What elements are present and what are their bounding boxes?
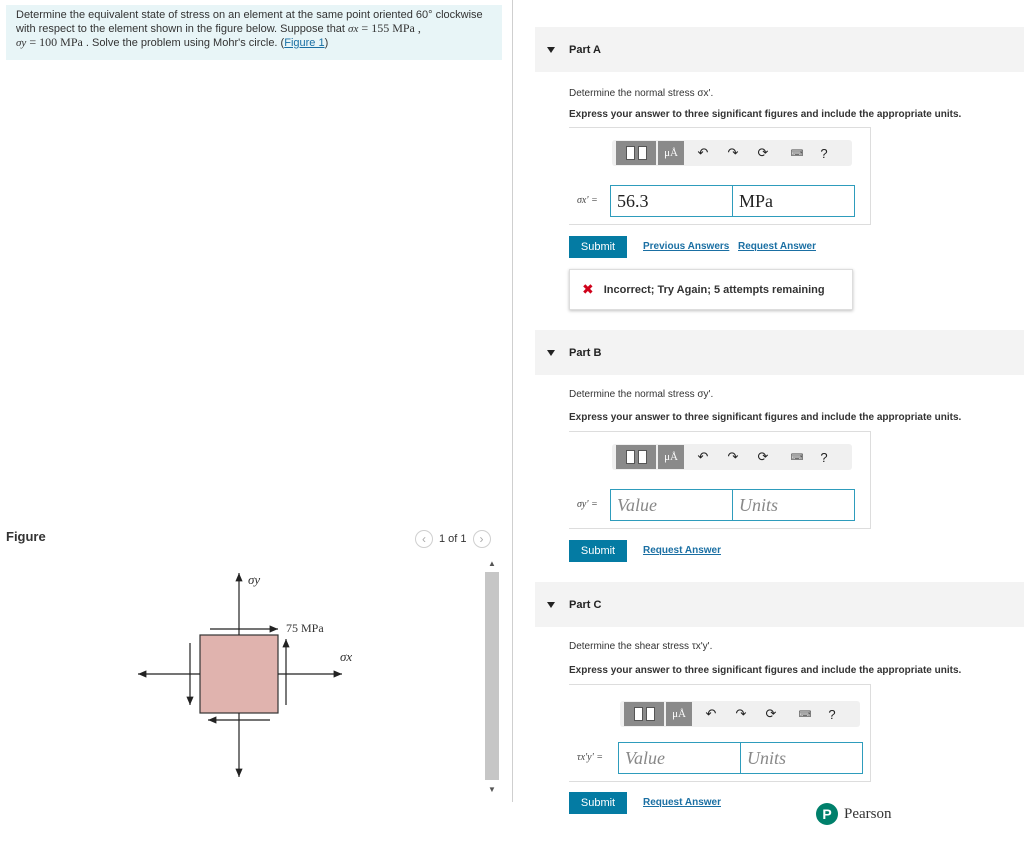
part-a-submit-button[interactable]: Submit	[569, 236, 627, 258]
figure-title: Figure	[6, 529, 46, 544]
pager-text: 1 of 1	[439, 533, 467, 545]
stress-element-figure	[130, 565, 370, 785]
scroll-thumb[interactable]	[485, 572, 499, 780]
reset-icon[interactable]: ⟳	[757, 449, 769, 464]
sigma-x-symbol: σx	[348, 23, 359, 35]
pearson-name: Pearson	[844, 805, 892, 822]
part-a-units-input[interactable]: MPa	[732, 185, 855, 217]
previous-answers-link[interactable]: Previous Answers	[643, 241, 730, 252]
scroll-down-icon[interactable]: ▼	[488, 784, 496, 794]
problem-line-3-close: )	[324, 37, 329, 49]
reset-icon[interactable]: ⟳	[765, 706, 777, 721]
scroll-up-icon[interactable]: ▲	[488, 558, 496, 568]
column-divider	[512, 0, 513, 802]
part-b-value-input[interactable]: Value	[610, 489, 733, 521]
figure-link[interactable]: Figure 1	[284, 37, 325, 49]
help-button[interactable]: ?	[820, 449, 828, 465]
part-c-answer-box	[569, 684, 871, 782]
part-c-toolbar	[620, 701, 860, 727]
problem-line-3-text: . Solve the problem using Mohr's circle. (	[82, 37, 285, 49]
problem-line-3	[16, 36, 492, 50]
part-b-question: Determine the normal stress σy'.	[569, 389, 714, 400]
part-b-header[interactable]	[535, 330, 1024, 375]
part-c-question: Determine the shear stress τx'y'.	[569, 641, 713, 652]
undo-icon[interactable]: ↶	[697, 145, 709, 160]
prev-figure-button[interactable]: ‹	[415, 530, 433, 548]
part-c-variable-label: τx'y' =	[577, 752, 603, 763]
collapse-triangle-icon	[547, 47, 555, 53]
part-a-request-answer-link[interactable]: Request Answer	[738, 241, 816, 252]
problem-line-2	[16, 22, 492, 36]
part-b-answer-box	[569, 431, 871, 529]
part-b-submit-button[interactable]: Submit	[569, 540, 627, 562]
undo-icon[interactable]: ↶	[705, 706, 717, 721]
figure-scrollbar[interactable]	[484, 556, 500, 798]
templates-button[interactable]	[616, 445, 656, 469]
next-figure-button[interactable]: ›	[473, 530, 491, 548]
pearson-brand	[816, 803, 892, 825]
collapse-triangle-icon	[547, 350, 555, 356]
keyboard-icon[interactable]: ⌨	[790, 147, 804, 158]
shear-label: 75 MPa	[286, 621, 324, 635]
help-button[interactable]: ?	[828, 706, 836, 722]
redo-icon[interactable]: ↷	[735, 706, 747, 721]
keyboard-icon[interactable]: ⌨	[798, 708, 812, 719]
part-c-value-input[interactable]: Value	[618, 742, 741, 774]
part-a-feedback-text: Incorrect; Try Again; 5 attempts remaining	[603, 283, 825, 296]
part-a-value-input[interactable]: 56.3	[610, 185, 733, 217]
undo-icon[interactable]: ↶	[697, 449, 709, 464]
units-button[interactable]: μÅ	[658, 445, 684, 469]
redo-icon[interactable]: ↷	[727, 449, 739, 464]
stress-element-block	[200, 635, 278, 713]
part-c-actions-clipped	[535, 792, 1024, 809]
units-button[interactable]: μÅ	[666, 702, 692, 726]
part-c-submit-button[interactable]: Submit	[569, 792, 627, 814]
part-c-header[interactable]	[535, 582, 1024, 627]
part-b-request-answer-link[interactable]: Request Answer	[643, 545, 721, 556]
part-c-title: Part C	[569, 598, 602, 611]
sigma-y-symbol: σy	[16, 37, 27, 49]
part-b-toolbar	[612, 444, 852, 470]
collapse-triangle-icon	[547, 602, 555, 608]
part-b-instruction: Express your answer to three significant figures and include the appropriate units.	[569, 412, 962, 423]
problem-line-2-text: with respect to the element shown in the figure below. Suppose that	[16, 23, 349, 35]
part-b-units-input[interactable]: Units	[732, 489, 855, 521]
part-c-request-answer-link[interactable]: Request Answer	[643, 797, 721, 808]
sigma-y-value: = 100 MPa	[29, 35, 83, 49]
pearson-logo-icon: P	[816, 803, 838, 825]
part-a-toolbar	[612, 140, 852, 166]
templates-button[interactable]	[624, 702, 664, 726]
part-b-variable-label: σy' =	[577, 499, 598, 510]
part-a-feedback	[569, 269, 853, 310]
redo-icon[interactable]: ↷	[727, 145, 739, 160]
part-c-instruction: Express your answer to three significant figures and include the appropriate units.	[569, 665, 962, 676]
part-a-title: Part A	[569, 43, 601, 56]
sigma-x-value: = 155 MPa ,	[361, 21, 421, 35]
part-a-header[interactable]	[535, 27, 1024, 72]
units-button[interactable]: μÅ	[658, 141, 684, 165]
sigma-y-label: σy	[248, 572, 261, 587]
keyboard-icon[interactable]: ⌨	[790, 451, 804, 462]
part-a-instruction: Express your answer to three significant figures and include the appropriate units.	[569, 109, 962, 120]
problem-statement	[6, 5, 502, 60]
sigma-x-label: σx	[340, 649, 353, 664]
templates-button[interactable]	[616, 141, 656, 165]
figure-pager	[415, 529, 491, 549]
help-button[interactable]: ?	[820, 145, 828, 161]
problem-line-1: Determine the equivalent state of stress on an element at the same point oriented 60° clockwise	[16, 9, 483, 21]
part-c-units-input[interactable]: Units	[740, 742, 863, 774]
part-a-variable-label: σx' =	[577, 195, 598, 206]
reset-icon[interactable]: ⟳	[757, 145, 769, 160]
part-b-title: Part B	[569, 346, 602, 359]
part-a-question: Determine the normal stress σx'.	[569, 88, 714, 99]
part-a-answer-box	[569, 127, 871, 225]
incorrect-icon: ✖	[582, 281, 594, 297]
